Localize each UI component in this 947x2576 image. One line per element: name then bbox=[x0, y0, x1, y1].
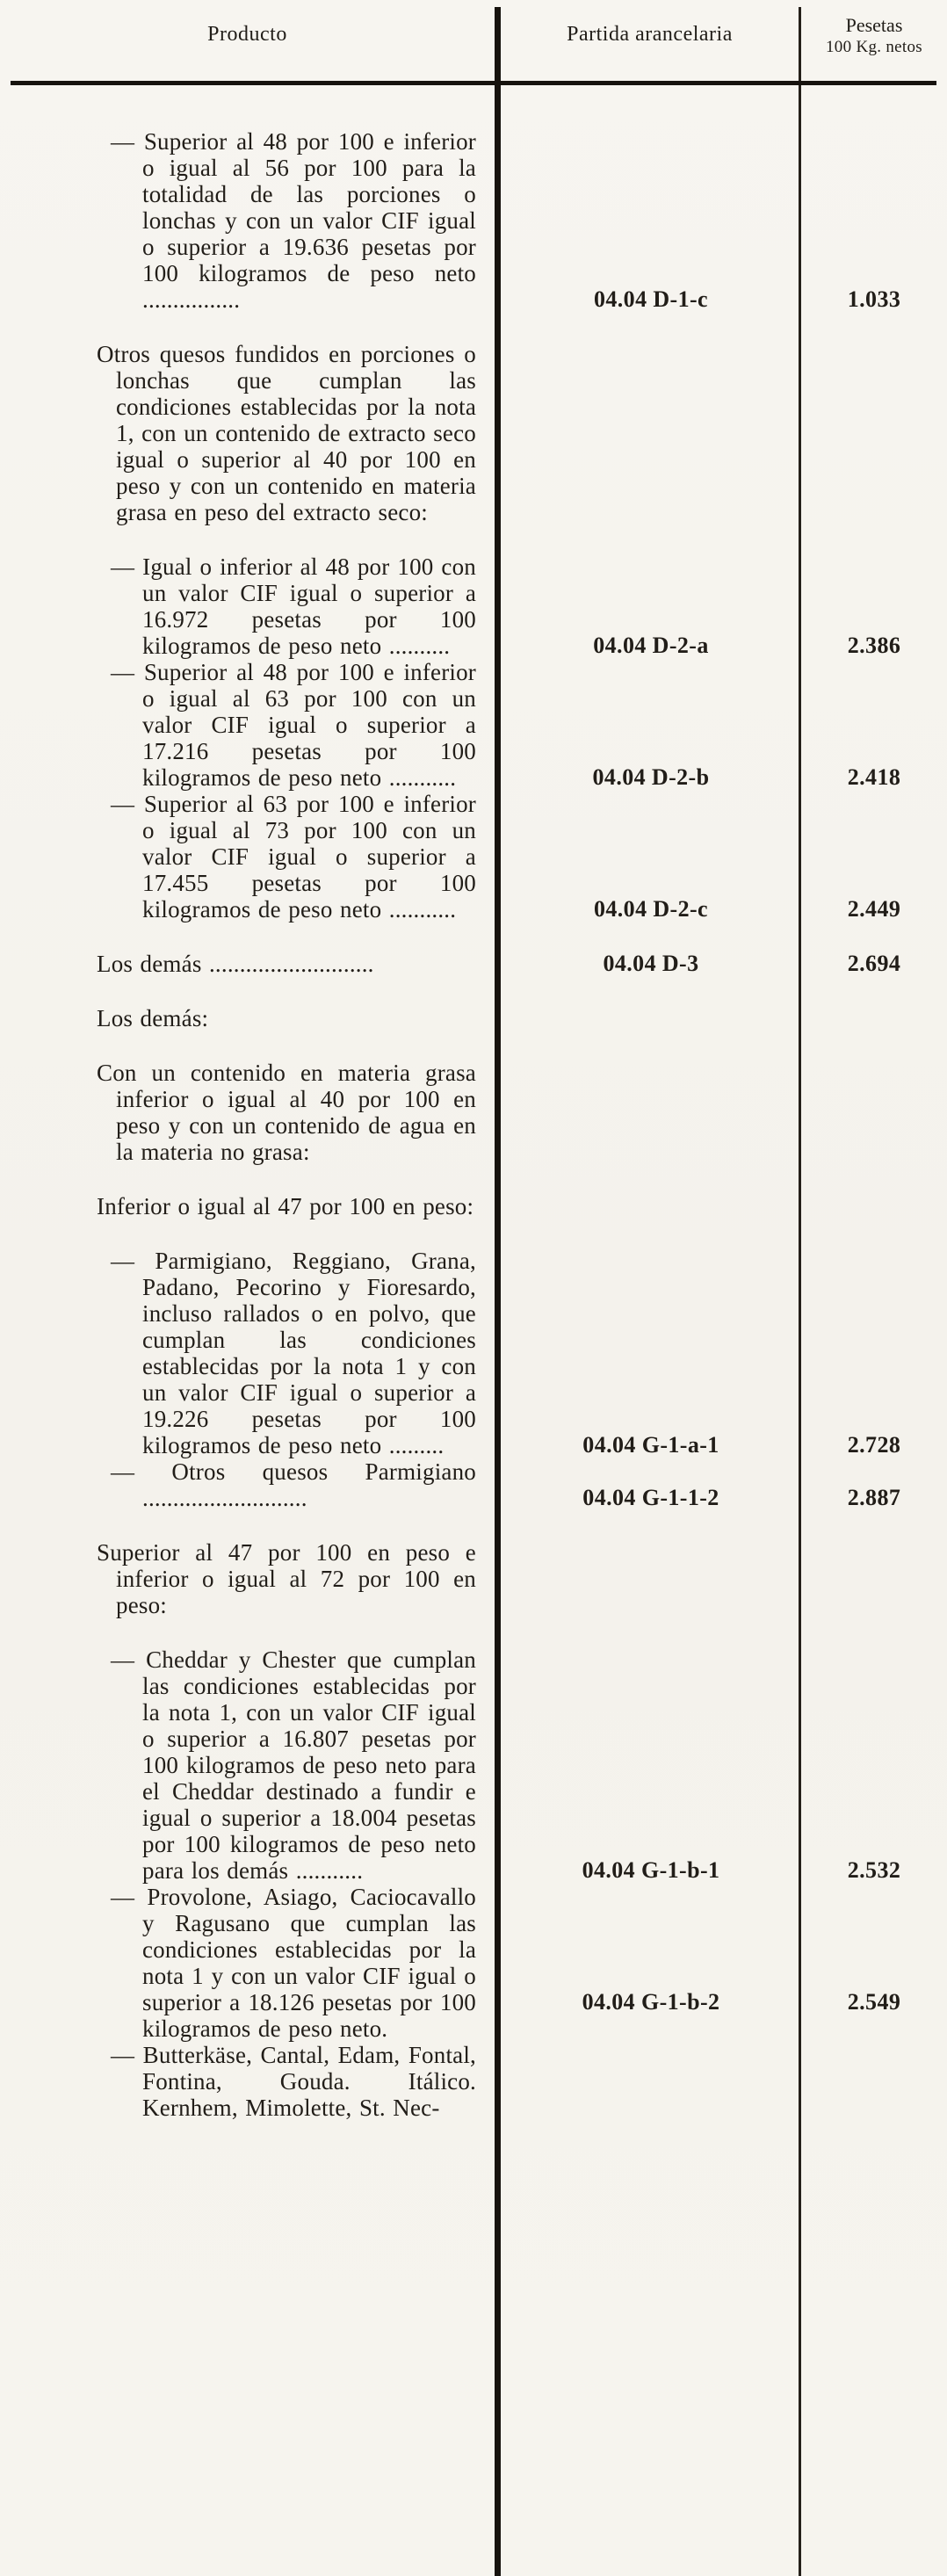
tariff-row bbox=[0, 1005, 947, 1031]
tariff-row bbox=[0, 128, 947, 313]
product-description: — Superior al 48 por 100 e inferior o igual al 63 por 100 con un valor CIF igual o superior a 17.216 pesetas por 100 kilogramos de peso neto ........... bbox=[111, 659, 476, 791]
tariff-heading-code: 04.04 D-2-a bbox=[593, 633, 709, 658]
tariff-table-body bbox=[0, 116, 947, 2121]
tariff-heading-code: 04.04 G-1-1-2 bbox=[582, 1485, 719, 1510]
tariff-row bbox=[0, 554, 947, 659]
product-description: — Provolone, Asiago, Caciocavallo y Ragusano que cumplan las condiciones establecidas por la nota 1 y con un valor CIF igual o superior a 18.126 pesetas por 100 kilogramos de peso neto. bbox=[111, 1884, 476, 2042]
product-description: Con un contenido en materia grasa inferior o igual al 40 por 100 en peso y con un contenido de agua en la materia no grasa: bbox=[97, 1060, 476, 1165]
product-description: — Superior al 63 por 100 e inferior o igual al 73 por 100 con un valor CIF igual o superior a 17.455 pesetas por 100 kilogramos de peso neto ........... bbox=[111, 791, 476, 923]
product-description: Superior al 47 por 100 en peso e inferior o igual al 72 por 100 en peso: bbox=[97, 1539, 476, 1618]
tariff-heading-code: 04.04 G-1-b-1 bbox=[582, 1857, 720, 1883]
tariff-row bbox=[0, 2042, 947, 2121]
header-partida-arancelaria: Partida arancelaria bbox=[567, 23, 733, 46]
levy-amount: 2.386 bbox=[847, 633, 901, 658]
tariff-row bbox=[0, 1539, 947, 1618]
product-description: Otros quesos fundidos en porciones o lonchas que cumplan las condiciones establecidas por la nota 1, con un contenido de extracto seco igual o superior al 40 por 100 en peso y con un contenido en materia grasa en peso del extracto seco: bbox=[97, 341, 476, 525]
tariff-row bbox=[0, 1884, 947, 2042]
tariff-heading-code: 04.04 G-1-a-1 bbox=[582, 1432, 719, 1458]
tariff-heading-code: 04.04 D-2-c bbox=[593, 896, 709, 922]
product-description: — Parmigiano, Reggiano, Grana, Padano, Pecorino y Fioresardo, incluso rallados o en polvo, que cumplan las condiciones establecidas por la nota 1 y con un valor CIF igual o superior a 19.226 pesetas por 100 kilogramos de peso neto ......... bbox=[111, 1248, 476, 1458]
tariff-heading-code: 04.04 D-2-b bbox=[592, 764, 710, 790]
header-pesetas-line2: 100 Kg. netos bbox=[826, 38, 922, 56]
table-header bbox=[0, 0, 947, 116]
tariff-row bbox=[0, 951, 947, 977]
tariff-row bbox=[0, 341, 947, 525]
tariff-row bbox=[0, 1060, 947, 1165]
product-description: — Butterkäse, Cantal, Edam, Fontal, Fontina, Gouda. Itálico. Kernhem, Mimolette, St. Nec- bbox=[111, 2042, 476, 2121]
levy-amount: 2.549 bbox=[847, 1989, 901, 2015]
product-description: — Superior al 48 por 100 e inferior o igual al 56 por 100 para la totalidad de las porciones o lonchas y con un valor CIF igual o superior a 19.636 pesetas por 100 kilogramos de peso neto ................ bbox=[111, 128, 476, 313]
product-description: — Cheddar y Chester que cumplan las condiciones establecidas por la nota 1, con un valor CIF igual o superior a 16.807 pesetas por 100 kilogramos de peso neto para el Cheddar destinado a fundir e igual o superior a 18.004 pesetas por 100 kilogramos de peso neto para los demás ........... bbox=[111, 1646, 476, 1884]
product-description: Los demás ........................... bbox=[97, 951, 374, 977]
tariff-row bbox=[0, 1193, 947, 1219]
tariff-row bbox=[0, 1458, 947, 1511]
product-description: Inferior o igual al 47 por 100 en peso: bbox=[97, 1193, 474, 1219]
tariff-row bbox=[0, 791, 947, 923]
levy-amount: 1.033 bbox=[847, 286, 901, 312]
levy-amount: 2.532 bbox=[847, 1857, 901, 1883]
product-description: — Otros quesos Parmigiano ........................... bbox=[111, 1458, 476, 1511]
levy-amount: 2.694 bbox=[847, 951, 901, 976]
product-description: — Igual o inferior al 48 por 100 con un valor CIF igual o superior a 16.972 pesetas por 100 kilogramos de peso neto .......... bbox=[111, 554, 476, 659]
header-pesetas-line1: Pesetas bbox=[845, 14, 903, 36]
tariff-row bbox=[0, 659, 947, 791]
levy-amount: 2.887 bbox=[847, 1485, 901, 1510]
levy-amount: 2.418 bbox=[847, 764, 901, 790]
header-producto: Producto bbox=[207, 23, 287, 46]
header-pesetas bbox=[801, 14, 947, 58]
tariff-row bbox=[0, 1248, 947, 1458]
tariff-heading-code: 04.04 D-1-c bbox=[593, 286, 709, 312]
tariff-heading-code: 04.04 D-3 bbox=[603, 951, 699, 976]
levy-amount: 2.728 bbox=[847, 1432, 901, 1458]
tariff-heading-code: 04.04 G-1-b-2 bbox=[582, 1989, 720, 2015]
product-description: Los demás: bbox=[97, 1005, 209, 1031]
tariff-row bbox=[0, 1646, 947, 1884]
header-rule bbox=[11, 81, 936, 85]
levy-amount: 2.449 bbox=[847, 896, 901, 922]
